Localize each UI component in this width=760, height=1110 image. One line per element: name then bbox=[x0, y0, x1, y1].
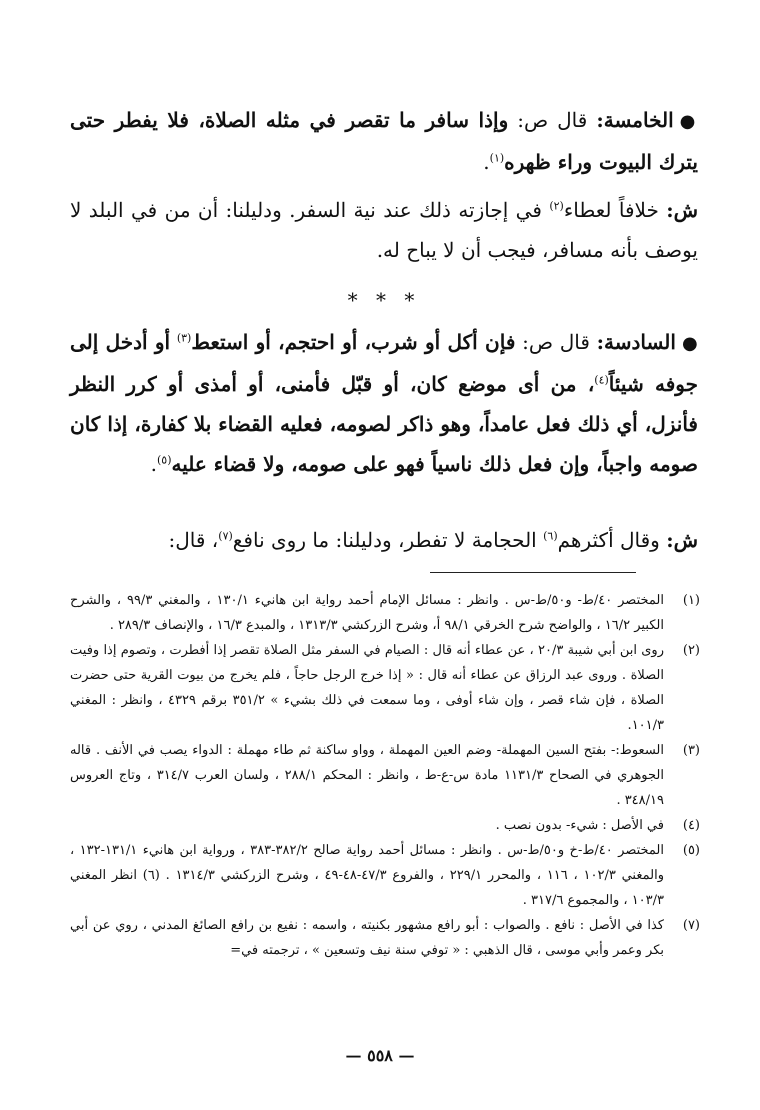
paragraph-commentary-1 bbox=[70, 190, 698, 270]
footnote-ref: (٣) bbox=[176, 331, 192, 345]
footnote-text: كذا في الأصل : نافع . والصواب : أبو رافع مشهور بكنيته ، واسمه : نفيع بن رافع الصائغ المدني ، روي عن أبي بكر وعمر وأبي موسى ، قال الذهبي : « توفي سنة نيف وتسعين » ، ترجمته في= bbox=[70, 918, 664, 958]
footnote-separator bbox=[430, 572, 636, 573]
footnote-number: (٧) bbox=[682, 918, 700, 933]
matn-text: فإن أكل أو شرب، أو احتجم، أو استعط bbox=[191, 330, 516, 354]
footnote-number: (٤) bbox=[682, 818, 700, 833]
commentary-text: في إجازته ذلك عند نية السفر. ودليلنا: أن من في البلد لا يوصف بأنه مسافر، فيجب أن لا يباح له. bbox=[70, 198, 698, 262]
qala-label: قال ص: bbox=[522, 330, 590, 354]
footnote-item bbox=[70, 638, 700, 738]
footnote-text: في الأصل : شيء- بدون نصب . bbox=[495, 818, 664, 833]
commentary-text: ، قال: bbox=[168, 528, 219, 552]
footnote-item bbox=[70, 838, 700, 913]
footnote-text: روى ابن أبي شيبة ٢٠/٣ ، عن عطاء أنه قال : الصيام في السفر مثل الصلاة تقصر إذا أفطرت ، وتصوم إذا وفيت الصلاة . وروى عبد الرزاق عن عطاء أنه قال : « إذا خرج الرجل حاجاً ، فلم يخرج من بيوت القرية حتى حضرت الصلاة ، فإن شاء قصر ، وإن شاء أوفى ، وما سمعت في ذلك بشيء » ٣٥١/٢ برقم ٤٣٢٩ ، وانظر : المغني ١٠١/٣. bbox=[70, 643, 664, 733]
commentary-text: الحجامة لا تفطر، ودليلنا: ما روى نافع bbox=[232, 528, 537, 552]
sentence-end: . bbox=[483, 150, 490, 174]
issue-label: الخامسة: bbox=[596, 108, 674, 132]
footnote-text: السعوط:- بفتح السين المهملة- وضم العين المهملة ، وواو ساكنة ثم طاء مهملة : الدواء يصب في الأنف . قاله الجوهري في الصحاح ١١٣١/٣ مادة س-ع-ط ، وانظر : المحكم ٢٨٨/١ ، ولسان العرب ٣١٤/٧ ، وتاج العروس ٣٤٨/١٩ . bbox=[70, 743, 664, 808]
footnote-text: المختصر ٤٠/ط- و٥٠/ط-س . وانظر : مسائل الإمام أحمد رواية ابن هانيء ١٣٠/١ ، والمغني ٩٩/٣ ، والشرح الكبير ١٦/٢ ، والواضح شرح الخرقي ٩٨/١ أ، وشرح الزركشي ١٣١٣/٣ ، والمبدع ١٦/٣ ، والإنصاف ٢٨٩/٣ . bbox=[70, 593, 664, 633]
footnote-text: المختصر ٤٠/ط-خ و٥٠/ط-س . وانظر : مسائل أحمد رواية صالح ٣٨٢/٢-٣٨٣ ، ورواية ابن هانيء ١٣١/١-١٣٢ ، والمغني ١٠٢/٣ ، ١١٦ ، والمحرر ٢٢٩/١ ، والفروع ٤٧/٣-٤٨-٤٩ ، وشرح الزركشي ١٣١٤/٣ . (٦) انظر المغني ١٠٣/٣ ، والمجموع ٣١٧/٦ . bbox=[70, 843, 664, 908]
footnote-ref: (٥) bbox=[157, 453, 172, 467]
matn-text: وإذا سافر ما تقصر في مثله الصلاة، فلا يفطر حتى يترك البيوت وراء ظهره bbox=[70, 108, 698, 174]
footnote-ref: (٦) bbox=[543, 529, 558, 543]
bullet-dot: ● bbox=[681, 333, 699, 354]
matn-text: أو أدخل إلى جوفه شيئاً bbox=[70, 330, 698, 396]
commentary-label: ش: bbox=[666, 198, 699, 222]
paragraph-fifth-issue bbox=[70, 100, 698, 182]
footnote-ref: (٤) bbox=[594, 373, 609, 387]
footnote-item bbox=[70, 913, 700, 963]
commentary-text: وقال أكثرهم bbox=[557, 528, 660, 552]
paragraph-sixth-issue bbox=[70, 322, 698, 484]
footnote-item bbox=[70, 813, 700, 838]
footnote-ref: (٧) bbox=[218, 529, 233, 543]
footnote-number: (٢) bbox=[682, 643, 700, 658]
footnote-item bbox=[70, 738, 700, 813]
qala-label: قال ص: bbox=[517, 108, 588, 132]
issue-label: السادسة: bbox=[596, 330, 676, 354]
footnote-ref: (١) bbox=[489, 151, 505, 165]
paragraph-commentary-2 bbox=[70, 520, 698, 560]
commentary-text: خلافاً لعطاء bbox=[563, 198, 659, 222]
footnote-item bbox=[70, 588, 700, 638]
footnote-ref: (٢) bbox=[549, 199, 564, 213]
section-divider-stars: * * * bbox=[347, 288, 421, 312]
bullet-dot: ● bbox=[679, 111, 699, 132]
footnote-number: (٥) bbox=[682, 843, 700, 858]
footnotes bbox=[70, 588, 700, 963]
commentary-label: ش: bbox=[666, 528, 698, 552]
sentence-end: . bbox=[150, 452, 157, 476]
matn-text: ، من أى موضع كان، أو قبّل فأمنى، أو أمذى أو كرر النظر فأنزل، أي ذلك فعل عامداً، وهو ذاكر لصومه، فعليه القضاء بلا كفارة، إذا كان صومه واجباً، وإن فعل ذلك ناسياً فهو على صومه، ولا قضاء عليه bbox=[70, 372, 698, 476]
page-number: — ٥٥٨ — bbox=[345, 1046, 415, 1065]
footnote-number: (٣) bbox=[682, 743, 700, 758]
footnote-number: (١) bbox=[682, 593, 700, 608]
